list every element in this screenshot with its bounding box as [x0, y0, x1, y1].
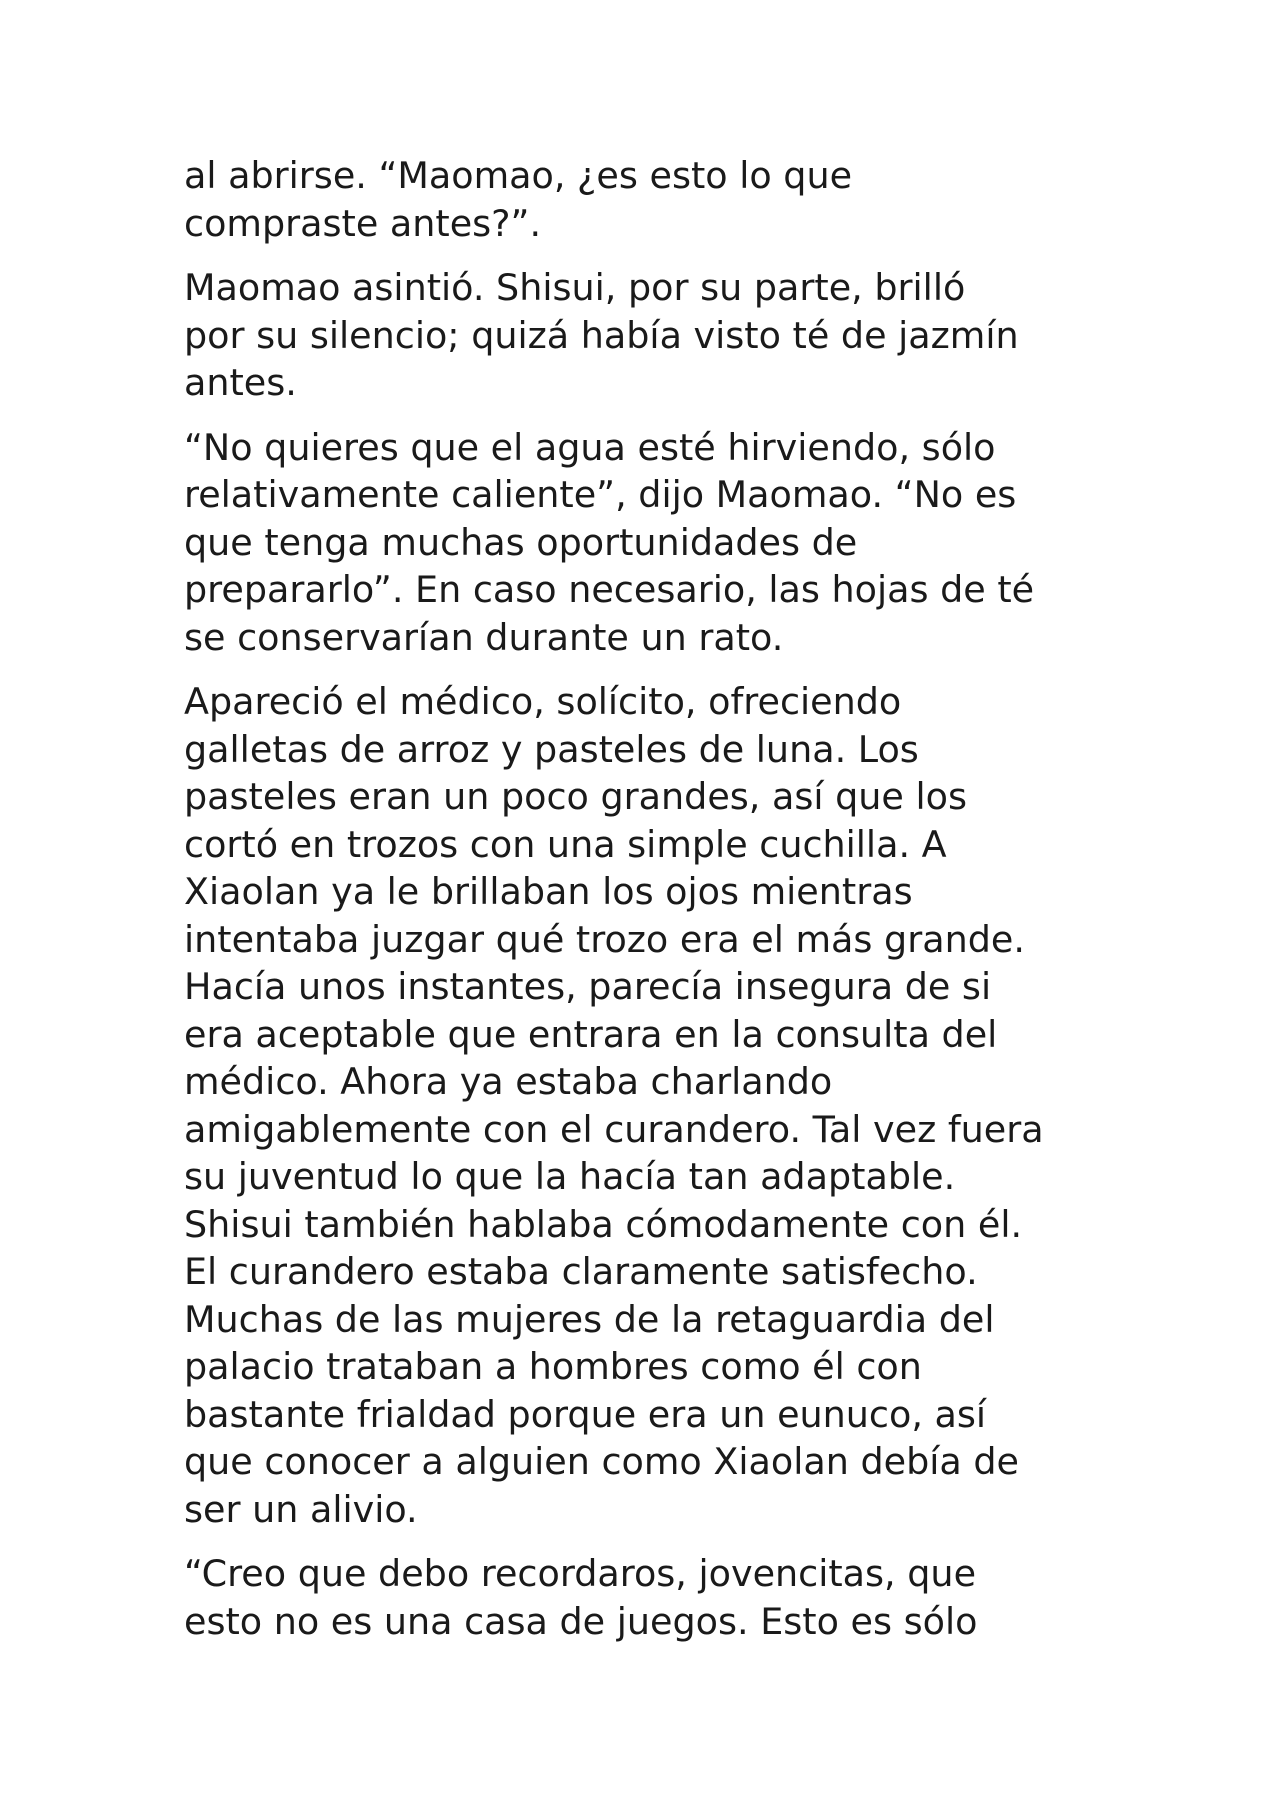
paragraph-1: al abrirse. “Maomao, ¿es esto lo que compraste antes?”.: [184, 154, 853, 245]
text-column: [184, 152, 1114, 1662]
paragraph-5: “Creo que debo recordaros, jovencitas, que esto no es una casa de juegos. Esto es sólo: [184, 1552, 978, 1643]
paragraph-2: Maomao asintió. Shisui, por su parte, brilló por su silencio; quizá había visto té de jazmín antes.: [184, 266, 1019, 404]
paragraph-4: Apareció el médico, solícito, ofreciendo galletas de arroz y pasteles de luna. Los pasteles eran un poco grandes, así que los cortó en trozos con una simple cuchilla. A Xiaolan ya le brillaban los ojos mientras intentaba juzgar qué trozo era el más grande. Hacía unos instantes, parecía insegura de si era aceptable que entrara en la consulta del médico. Ahora ya estaba charlando amigablemente con el curandero. Tal vez fuera su juventud lo que la hacía tan adaptable. Shisui también hablaba cómodamente con él. El curandero estaba claramente satisfecho. Muchas de las mujeres de la retaguardia del palacio trataban a hombres como él con bastante frialdad porque era un eunuco, así que conocer a alguien como Xiaolan debía de ser un alivio.: [184, 680, 1044, 1531]
paragraph-3: “No quieres que el agua esté hirviendo, sólo relativamente caliente”, dijo Maomao. “No es que tenga muchas oportunidades de prepararlo”. En caso necesario, las hojas de té se conservarían durante un rato.: [184, 425, 1035, 659]
